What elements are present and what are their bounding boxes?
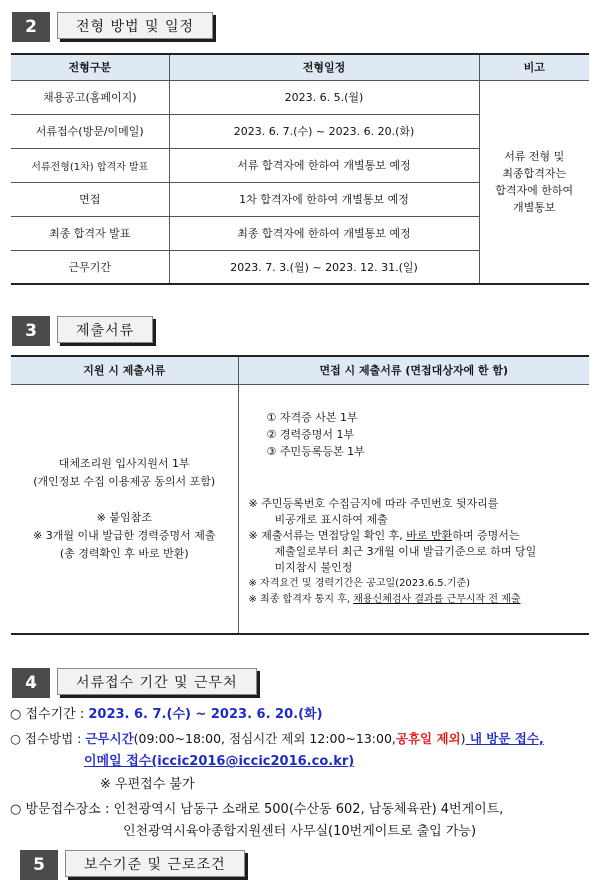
doc-line: (총 경력확인 후 바로 반환)	[59, 546, 189, 560]
section-4-header	[12, 668, 257, 698]
post-note: ※ 우편접수 불가	[100, 777, 195, 792]
note-line: 최종합격자는	[502, 166, 567, 180]
label: ○ 방문접수장소 :	[10, 802, 114, 817]
column-header: 면접 시 제출서류 (면접대상자에 한 함)	[238, 356, 589, 384]
note-line: 제출일로부터 최근 3개월 이내 발급기준으로 하며 당일	[274, 544, 537, 558]
table-cell: 서류 합격자에 한하여 개별통보 예정	[169, 148, 479, 182]
table-cell: 최종 합격자 발표	[11, 216, 169, 250]
section-number: 3	[12, 316, 50, 346]
table-header-row	[11, 356, 589, 384]
section-number: 5	[20, 850, 58, 880]
section-title: 서류접수 기간 및 근무처	[57, 668, 257, 695]
label: ○ 접수방법 :	[10, 731, 86, 746]
doc-item: ③ 주민등록등본 1부	[266, 444, 365, 458]
doc-item: ② 경력증명서 1부	[266, 427, 355, 441]
table-cell: 2023. 6. 5.(월)	[169, 80, 479, 114]
column-header: 비고	[479, 54, 589, 80]
table-cell: 서류접수(방문/이메일)	[11, 114, 169, 148]
section-title: 보수기준 및 근로조건	[65, 850, 245, 877]
section-number: 2	[12, 12, 50, 42]
note-text: ※ 최종 합격자 통지 후,	[248, 593, 354, 605]
column-header: 지원 시 제출서류	[11, 356, 238, 384]
section-3-header	[12, 316, 153, 346]
section-title: 제출서류	[57, 316, 153, 343]
note-line	[249, 592, 580, 608]
doc-item: ① 자격증 사본 1부	[266, 410, 358, 424]
table-cell: 1차 합격자에 한하여 개별통보 예정	[169, 182, 479, 216]
table-row	[11, 384, 589, 634]
note-cell	[479, 80, 589, 284]
note-text: 하며 증명서는	[452, 528, 520, 542]
table-cell: 근무기간	[11, 250, 169, 284]
section-title: 전형 방법 및 일정	[57, 12, 213, 39]
note-line: ※ 자격요건 및 경력기간은 공고일(2023.6.5.기준)	[248, 577, 471, 589]
section-5-header	[20, 850, 245, 880]
hours-label: 근무시간	[85, 731, 134, 746]
receipt-email	[84, 751, 354, 772]
receipt-method	[10, 728, 544, 749]
interview-documents-cell	[238, 384, 589, 634]
note-text: ※ 제출서류는 면접당일 확인 후,	[248, 528, 407, 542]
table-cell: 채용공고(홈페이지)	[11, 80, 169, 114]
table-row	[11, 80, 589, 114]
application-documents-cell	[11, 384, 238, 634]
visit-text: 내 방문 접수,	[465, 731, 544, 746]
table-cell: 면접	[11, 182, 169, 216]
label: ○ 접수기간 :	[10, 707, 89, 722]
table-cell: 2023. 7. 3.(월) ~ 2023. 12. 31.(일)	[169, 250, 479, 284]
doc-line: (개인정보 수집 이용제공 동의서 포함)	[33, 474, 216, 488]
table-cell: 서류전형(1차) 합격자 발표	[11, 148, 169, 182]
visit-place	[10, 799, 503, 820]
visit-place-2: 인천광역시육아종합지원센터 사무실(10번게이트로 출입 가능)	[123, 824, 477, 839]
note-line: 서류 전형 및	[504, 149, 565, 163]
note-emphasis: 채용신체검사 결과를 근무시작 전 제출	[353, 593, 521, 605]
table-header-row	[11, 54, 589, 80]
note-line: ※ 주민등록번호 수집금지에 따라 주민번호 뒷자리를	[248, 496, 499, 510]
note-line: 미지참시 불인정	[274, 560, 353, 574]
table-cell: 최종 합격자에 한하여 개별통보 예정	[169, 216, 479, 250]
note-line	[249, 528, 580, 544]
note-line: 개별통보	[512, 200, 556, 214]
note-line: 합격자에 한하여	[495, 183, 574, 197]
section-number: 4	[12, 668, 50, 698]
column-header: 전형일정	[169, 54, 479, 80]
period-value: 2023. 6. 7.(수) ~ 2023. 6. 20.(화)	[88, 707, 323, 722]
note-line: 비공개로 표시하여 제출	[274, 512, 388, 526]
section-2-header	[12, 12, 213, 42]
doc-line: 대체조리원 입사지원서 1부	[58, 456, 190, 470]
doc-line: ※ 붙임참조	[96, 510, 152, 524]
place-text: 인천광역시 남동구 소래로 500(수산동 602, 남동체육관) 4번게이트,	[113, 802, 504, 817]
schedule-table	[11, 53, 589, 285]
doc-line: ※ 3개월 이내 발급한 경력증명서 제출	[33, 528, 216, 542]
email-link[interactable]: 이메일 접수(iccic2016@iccic2016.co.kr)	[84, 754, 355, 769]
note-emphasis: 바로 반환	[406, 528, 453, 542]
receipt-period	[10, 704, 323, 725]
hours-text: (09:00~18:00, 점심시간 제외 12:00~13:00,	[133, 731, 396, 746]
table-cell: 2023. 6. 7.(수) ~ 2023. 6. 20.(화)	[169, 114, 479, 148]
column-header: 전형구분	[11, 54, 169, 80]
documents-table	[11, 355, 589, 635]
holiday-text: 공휴일 제외	[395, 731, 461, 746]
paren: )	[460, 731, 466, 746]
